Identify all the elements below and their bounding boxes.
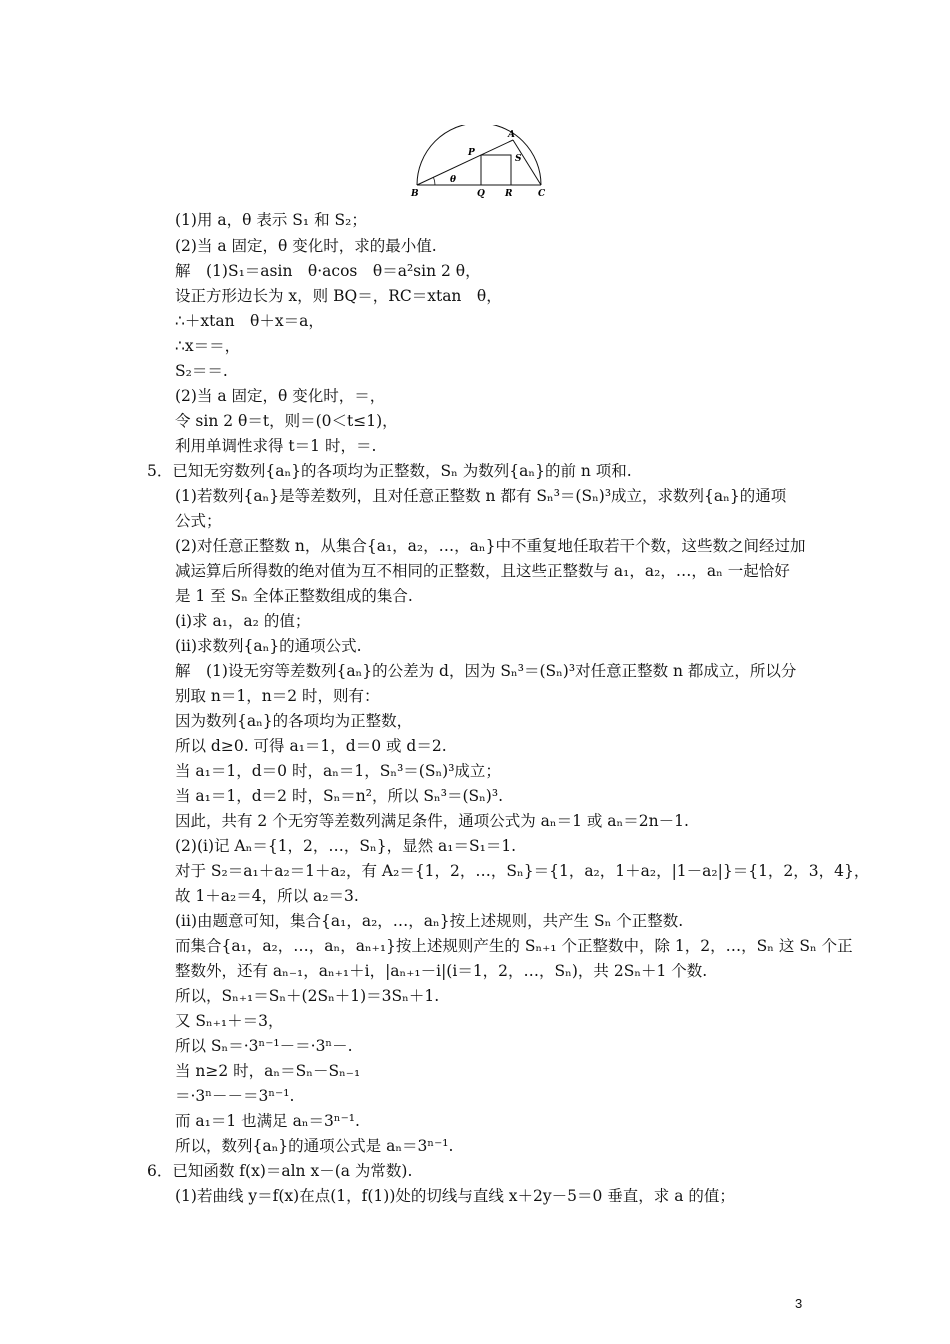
text-line: 又 Sₙ₊₁＋＝3， <box>175 1012 284 1030</box>
text-line: 别取 n＝1，n＝2 时，则有： <box>175 687 380 705</box>
text-line: 当 a₁＝1，d＝0 时，aₙ＝1，Sₙ³＝(Sₙ)³成立； <box>175 762 501 780</box>
label-P: P <box>468 148 475 158</box>
text-line: 公式； <box>175 512 222 530</box>
label-S: S <box>515 154 522 164</box>
text-line: 整数外，还有 aₙ₋₁，aₙ₊₁＋i，|aₙ₊₁－i|(i＝1，2，…，Sₙ)，共 2Sₙ＋1 个数. <box>175 962 708 980</box>
text-line: 因为数列{aₙ}的各项均为正整数， <box>175 712 413 730</box>
text-line: 减运算后所得数的绝对值为互不相同的正整数，且这些正整数与 a₁，a₂，…，aₙ 一起恰好 <box>175 562 790 580</box>
text-line: (2)(ⅰ)记 Aₙ＝{1，2，…，Sₙ}，显然 a₁＝S₁＝1. <box>175 837 517 855</box>
label-A: A <box>508 130 515 140</box>
text-line: 而集合{a₁，a₂，…，aₙ，aₙ₊₁}按上述规则产生的 Sₙ₊₁ 个正整数中，除 1，2，…，Sₙ 这 Sₙ 个正 <box>175 937 853 955</box>
text-line: 对于 S₂＝a₁＋a₂＝1＋a₂，有 A₂＝{1，2，…，Sₙ}＝{1，a₂，1＋a₂，|1－a₂|}＝{1，2，3，4}， <box>175 862 870 880</box>
inscribed-square <box>481 155 511 185</box>
angle-arc <box>434 178 436 186</box>
chord-BA <box>417 140 513 185</box>
page-number: 3 <box>795 1296 803 1311</box>
text-line: (1)若曲线 y＝f(x)在点(1，f(1))处的切线与直线 x＋2y－5＝0 垂直，求 a 的值； <box>175 1187 735 1205</box>
text-line: 所以 d≥0. 可得 a₁＝1，d＝0 或 d＝2. <box>175 737 447 755</box>
text-line: (2)对任意正整数 n，从集合{a₁，a₂，…，aₙ}中不重复地任取若干个数，这些数之间经过加 <box>175 537 806 555</box>
label-B: B <box>411 189 419 199</box>
text-line: 所以 Sₙ＝·3ⁿ⁻¹－＝·3ⁿ－. <box>175 1037 353 1055</box>
text-line: ∴x＝＝， <box>175 337 241 355</box>
text-line: 设正方形边长为 x，则 BQ＝，RC＝xtan θ， <box>175 287 502 305</box>
text-line: (ⅰ)求 a₁，a₂ 的值； <box>175 612 311 630</box>
text-line: 而 a₁＝1 也满足 aₙ＝3ⁿ⁻¹. <box>175 1112 360 1130</box>
label-Q: Q <box>477 189 485 199</box>
question-6: 6．已知函数 f(x)＝aln x－(a 为常数). <box>147 1162 413 1180</box>
label-C: C <box>538 189 546 199</box>
label-R: R <box>505 189 513 199</box>
text-line: ＝·3ⁿ－－＝3ⁿ⁻¹. <box>175 1087 295 1105</box>
question-5: 5．已知无穷数列{aₙ}的各项均为正整数，Sₙ 为数列{aₙ}的前 n 项和. <box>147 462 632 480</box>
text-line: (2)当 a 固定，θ 变化时，＝， <box>175 387 386 405</box>
text-line: 所以，Sₙ₊₁＝Sₙ＋(2Sₙ＋1)＝3Sₙ＋1. <box>175 987 440 1005</box>
text-line: (1)用 a，θ 表示 S₁ 和 S₂； <box>175 211 367 229</box>
text-line: 所以，数列{aₙ}的通项公式是 aₙ＝3ⁿ⁻¹. <box>175 1137 454 1155</box>
text-line: ∴＋xtan θ＋x＝a， <box>175 312 324 330</box>
text-line: 解 (1)S₁＝asin θ·acos θ＝a²sin 2 θ， <box>175 262 481 280</box>
text-line: 当 n≥2 时，aₙ＝Sₙ－Sₙ₋₁ <box>175 1062 361 1080</box>
text-line: 因此，共有 2 个无穷等差数列满足条件，通项公式为 aₙ＝1 或 aₙ＝2n－1. <box>175 812 689 830</box>
label-theta: θ <box>450 175 457 185</box>
text-line: 故 1＋a₂＝4，所以 a₂＝3. <box>175 887 359 905</box>
geometry-figure <box>405 125 555 205</box>
text-line: 解 (1)设无穷等差数列{aₙ}的公差为 d，因为 Sₙ³＝(Sₙ)³对任意正整数 n 都成立，所以分 <box>175 662 797 680</box>
text-line: 令 sin 2 θ＝t，则＝(0＜t≤1)， <box>175 412 398 430</box>
text-line: 利用单调性求得 t＝1 时，＝. <box>175 437 377 455</box>
text-line: S₂＝＝. <box>175 362 228 380</box>
text-line: 当 a₁＝1，d＝2 时，Sₙ＝n²，所以 Sₙ³＝(Sₙ)³. <box>175 787 503 805</box>
text-line: (1)若数列{aₙ}是等差数列，且对任意正整数 n 都有 Sₙ³＝(Sₙ)³成立，求数列{aₙ}的通项 <box>175 487 787 505</box>
text-line: (ⅱ)由题意可知，集合{a₁，a₂，…，aₙ}按上述规则，共产生 Sₙ 个正整数. <box>175 912 684 930</box>
text-line: 是 1 至 Sₙ 全体正整数组成的集合. <box>175 587 413 605</box>
text-line: (2)当 a 固定，θ 变化时，求的最小值. <box>175 237 437 255</box>
text-line: (ⅱ)求数列{aₙ}的通项公式. <box>175 637 362 655</box>
